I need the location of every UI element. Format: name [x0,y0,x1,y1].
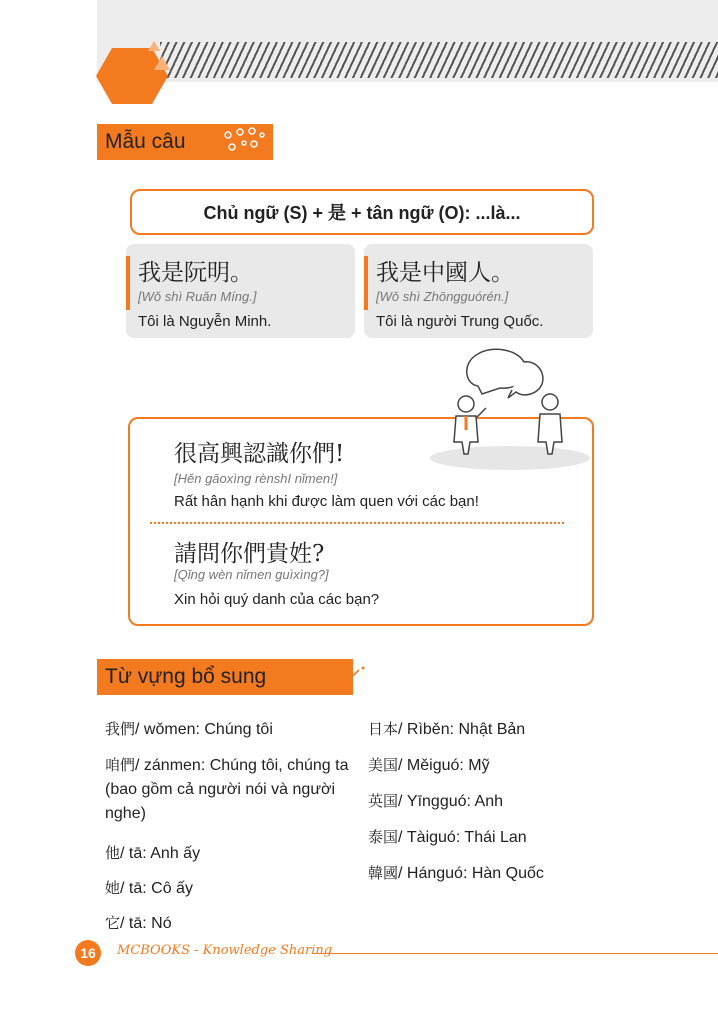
vocab-meaning: / wǒmen: Chúng tôi [135,721,273,738]
page-number-text: 16 [80,945,96,961]
vocab-chinese: 泰国 [368,828,399,846]
vocab-list-left [105,717,355,941]
example-pinyin: [Wǒ shì Ruǎn Míng.] [138,289,257,304]
example-card [126,244,355,338]
dialog-chinese: 請問你們貴姓? [174,541,325,567]
example-chinese: 我是阮明。 [138,260,253,286]
vocab-meaning: / tā: Cô ấy [120,880,193,897]
vocab-chinese: 她 [105,879,121,897]
example-pinyin: [Wǒ shì Zhōngguórén.] [376,289,509,304]
vocab-meaning: / Měiguó: Mỹ [398,757,490,774]
vocab-meaning: / Rìběn: Nhật Bản [398,721,526,738]
vocab-chinese: 英国 [368,792,399,810]
vocab-item [368,717,648,753]
example-translation: Tôi là Nguyễn Minh. [138,313,272,330]
vocab-meaning: / tā: Nó [120,915,172,932]
dialog-pinyin: [Qǐng wèn nǐmen guìxìng?] [174,567,329,582]
example-card [364,244,593,338]
vocab-item [105,753,355,841]
vocab-chinese: 它 [105,914,121,932]
vocab-list-right [368,717,648,897]
vocab-meaning: / Tàiguó: Thái Lan [398,829,527,846]
vocab-item [368,753,648,789]
card-accent-bar [364,256,368,310]
vocab-chinese: 日本 [368,720,399,738]
section-title-vocabulary [97,659,353,695]
vocab-meaning: / tā: Anh ấy [120,845,201,862]
vocab-chinese: 咱們 [105,756,136,774]
left-margin [0,0,97,1020]
page-number [75,940,101,966]
footer-rule [312,953,718,954]
vocab-item [368,789,648,825]
example-translation: Tôi là người Trung Quốc. [376,313,544,330]
vocab-meaning: / zánmen: Chúng tôi, chúng ta (bao gồm cả người nói và người nghe) [105,757,349,822]
vocab-meaning: / Hánguó: Hàn Quốc [398,865,544,882]
dialog-pinyin: [Hěn gāoxìng rènshI nǐmen!] [174,471,338,486]
conversation-illustration [420,344,600,474]
vocab-item [105,911,355,941]
dialog-chinese: 很高興認識你們! [174,441,345,467]
vocab-chinese: 美国 [368,756,399,774]
vocab-chinese: 他 [105,844,121,862]
squiggle-icon [297,662,377,692]
vocab-chinese: 我們 [105,720,136,738]
dotted-divider [150,522,564,524]
section-title-text: Từ vựng bổ sung [105,665,267,688]
card-accent-bar [126,256,130,310]
vocab-item [105,717,355,753]
header-hexagon [96,40,176,115]
section-title-sentence-patterns [97,124,273,160]
bubbles-icon [222,127,268,157]
dialog-translation: Rất hân hạnh khi được làm quen với các bạn! [174,493,479,510]
example-chinese: 我是中國人。 [376,260,514,286]
vocab-item [368,825,648,861]
formula-text: Chủ ngữ (S) + 是 + tân ngữ (O): ...là... [203,203,521,223]
footer-brand: MCBOOKS - Knowledge Sharing [117,943,333,958]
vocab-item [105,841,355,876]
section-title-text: Mẫu câu [105,130,186,153]
vocab-item [105,876,355,911]
sentence-formula [130,189,594,235]
dialog-translation: Xin hỏi quý danh của các bạn? [174,591,380,608]
vocab-item [368,861,648,897]
vocab-chinese: 韓國 [368,864,399,882]
header-stripes [160,42,718,78]
vocab-meaning: / Yīngguó: Anh [398,793,503,810]
